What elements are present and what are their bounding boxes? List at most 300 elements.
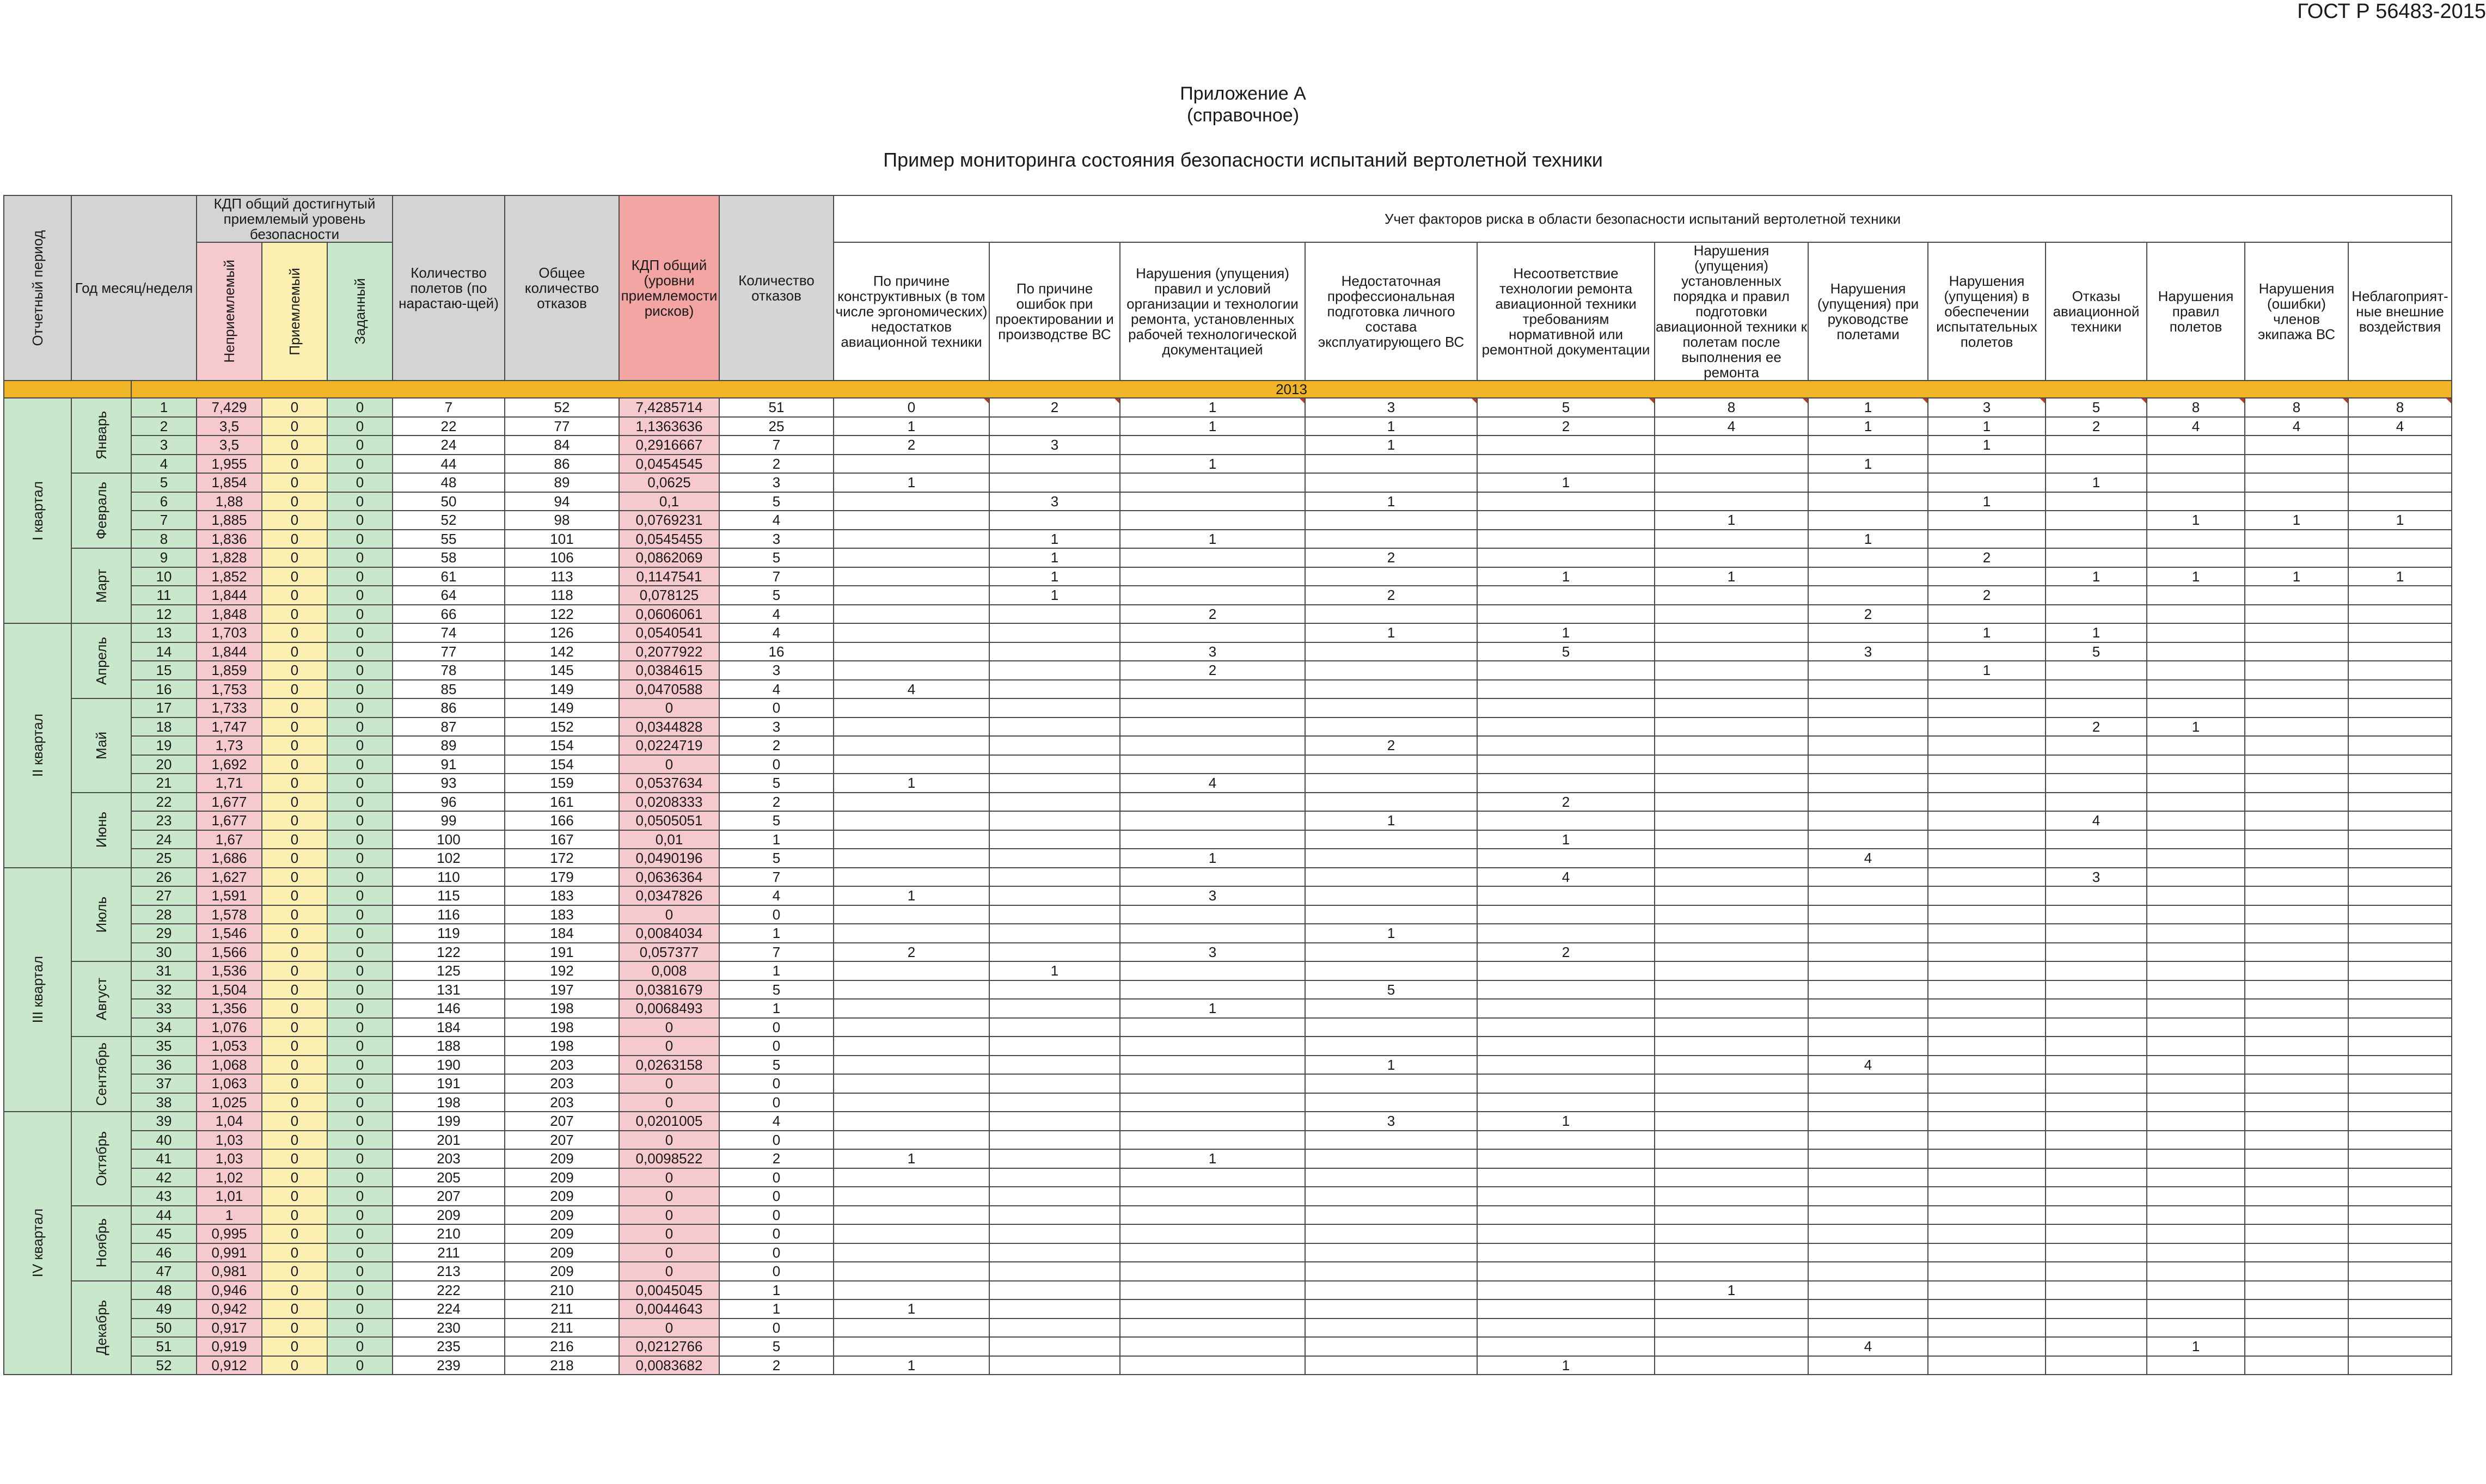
month-label: Февраль (93, 482, 109, 539)
factor-cell (1928, 1074, 2046, 1093)
total-failures-cell: 84 (505, 436, 619, 455)
quarter-cell (4, 623, 71, 868)
header-factor-2: По причине ошибок при проектировании и производстве ВС (989, 242, 1120, 381)
header-factor-12: Неблагоприят-ные внешние воздействия (2348, 242, 2452, 381)
table-row (4, 1243, 2452, 1262)
unacceptable-cell: 1,73 (197, 736, 262, 755)
header-failures: Количество отказов (719, 195, 834, 381)
factor-cell (2046, 698, 2147, 718)
factor-cell (2147, 1299, 2245, 1319)
header-factor-7: Нарушения (упущения) при руководстве полетами (1808, 242, 1928, 381)
factor-cell (1808, 868, 1928, 887)
flights-cell: 110 (393, 868, 505, 887)
factor-cell (2245, 793, 2348, 812)
factor-cell (1808, 811, 1928, 830)
target-cell: 0 (327, 605, 393, 624)
acceptable-cell: 0 (262, 567, 327, 586)
factor-cell (1808, 1262, 1928, 1281)
factor-cell (834, 961, 989, 980)
kdp-risk-cell: 0,0098522 (619, 1149, 719, 1168)
flights-cell: 205 (393, 1168, 505, 1187)
failures-cell: 4 (719, 605, 834, 624)
factor-cell (2348, 680, 2452, 699)
factor-cell (834, 511, 989, 530)
flights-cell: 91 (393, 755, 505, 774)
factor-cell (1808, 736, 1928, 755)
factor-cell (1655, 868, 1808, 887)
factor-cell (1477, 586, 1655, 605)
factor-cell (2147, 1262, 2245, 1281)
month-cell (71, 1112, 131, 1206)
factor-cell (1928, 1299, 2046, 1319)
factor-cell (1928, 830, 2046, 849)
factor-cell (2147, 661, 2245, 680)
factor-cell (1120, 1356, 1305, 1375)
factor-cell (834, 1224, 989, 1243)
factor-cell (2348, 886, 2452, 905)
month-label: Декабрь (93, 1300, 109, 1356)
unacceptable-cell: 1,627 (197, 868, 262, 887)
factor-cell: 1 (989, 961, 1120, 980)
factor-cell (1655, 680, 1808, 699)
kdp-risk-cell: 0,008 (619, 961, 719, 980)
factor-cell (1120, 473, 1305, 492)
factor-cell (2348, 1056, 2452, 1075)
target-cell: 0 (327, 793, 393, 812)
factor-cell (1305, 1187, 1477, 1206)
factor-cell: 2 (1477, 793, 1655, 812)
flights-cell: 7 (393, 398, 505, 417)
factor-cell: 1 (1120, 455, 1305, 474)
factor-cell (2245, 1093, 2348, 1112)
failures-cell: 0 (719, 1319, 834, 1338)
factor-cell (1928, 1319, 2046, 1338)
factor-cell (2147, 1131, 2245, 1150)
flights-cell: 235 (393, 1337, 505, 1356)
factor-cell (989, 1187, 1120, 1206)
factor-cell (2147, 868, 2245, 887)
factor-cell (1928, 718, 2046, 737)
factor-cell (2147, 623, 2245, 642)
factor-cell (2348, 455, 2452, 474)
week-cell: 20 (131, 755, 197, 774)
factor-cell (2245, 736, 2348, 755)
factor-cell (2348, 774, 2452, 793)
factor-cell (1305, 1262, 1477, 1281)
factor-cell (1928, 943, 2046, 962)
unacceptable-cell: 0,981 (197, 1262, 262, 1281)
kdp-risk-cell: 0 (619, 1074, 719, 1093)
failures-cell: 3 (719, 530, 834, 549)
factor-cell (2046, 1037, 2147, 1056)
factor-cell (1808, 1168, 1928, 1187)
week-cell: 31 (131, 961, 197, 980)
kdp-risk-cell: 0,0347826 (619, 886, 719, 905)
factor-cell (1928, 698, 2046, 718)
acceptable-cell: 0 (262, 473, 327, 492)
factor-cell (2147, 436, 2245, 455)
factor-cell (1305, 605, 1477, 624)
factor-cell (2046, 924, 2147, 943)
factor-cell: 4 (2245, 417, 2348, 436)
kdp-risk-cell: 0 (619, 1262, 719, 1281)
month-cell (71, 868, 131, 962)
factor-cell (2147, 1037, 2245, 1056)
kdp-risk-cell: 0,01 (619, 830, 719, 849)
week-cell: 7 (131, 511, 197, 530)
factor-cell (1120, 811, 1305, 830)
factor-cell: 1 (1477, 830, 1655, 849)
factor-cell (834, 924, 989, 943)
failures-cell: 2 (719, 793, 834, 812)
factor-cell: 1 (1477, 567, 1655, 586)
factor-cell (2245, 1206, 2348, 1225)
factor-cell (2245, 1149, 2348, 1168)
flights-cell: 209 (393, 1206, 505, 1225)
factor-cell (1808, 886, 1928, 905)
unacceptable-cell: 0,991 (197, 1243, 262, 1262)
factor-cell (989, 1112, 1120, 1131)
failures-cell: 0 (719, 905, 834, 924)
unacceptable-cell: 1,88 (197, 492, 262, 511)
factor-cell: 1 (1120, 530, 1305, 549)
factor-cell (1120, 680, 1305, 699)
factor-cell (1120, 868, 1305, 887)
week-cell: 3 (131, 436, 197, 455)
factor-cell: 4 (1477, 868, 1655, 887)
factor-cell: 1 (1655, 567, 1808, 586)
unacceptable-cell: 0,942 (197, 1299, 262, 1319)
table-row (4, 755, 2452, 774)
unacceptable-cell: 1,03 (197, 1149, 262, 1168)
factor-cell (989, 1206, 1120, 1225)
factor-cell (989, 943, 1120, 962)
factor-cell (834, 999, 989, 1018)
unacceptable-cell: 1,566 (197, 943, 262, 962)
failures-cell: 1 (719, 961, 834, 980)
factor-cell (1120, 511, 1305, 530)
table-row (4, 511, 2452, 530)
factor-cell (1477, 1131, 1655, 1150)
factor-cell (1305, 698, 1477, 718)
factor-cell (1305, 1243, 1477, 1262)
factor-cell (1928, 680, 2046, 699)
factor-cell: 1 (989, 548, 1120, 567)
acceptable-cell: 0 (262, 586, 327, 605)
week-cell: 19 (131, 736, 197, 755)
table-row (4, 1319, 2452, 1338)
total-failures-cell: 203 (505, 1074, 619, 1093)
unacceptable-cell: 1,67 (197, 830, 262, 849)
factor-cell (1928, 511, 2046, 530)
factor-cell: 1 (1928, 661, 2046, 680)
factor-cell (1305, 849, 1477, 868)
total-failures-cell: 161 (505, 793, 619, 812)
factor-cell (989, 774, 1120, 793)
factor-cell (2046, 1093, 2147, 1112)
factor-cell (2348, 830, 2452, 849)
factor-cell: 4 (2147, 417, 2245, 436)
factor-cell (834, 605, 989, 624)
unacceptable-cell: 3,5 (197, 436, 262, 455)
failures-cell: 1 (719, 1299, 834, 1319)
table-row (4, 436, 2452, 455)
factor-cell (2245, 1262, 2348, 1281)
week-cell: 6 (131, 492, 197, 511)
factor-cell (1808, 1224, 1928, 1243)
factor-cell (989, 886, 1120, 905)
factor-cell (1477, 718, 1655, 737)
factor-cell (1808, 774, 1928, 793)
factor-cell (989, 1337, 1120, 1356)
kdp-risk-cell: 0,0606061 (619, 605, 719, 624)
failures-cell: 0 (719, 1224, 834, 1243)
week-cell: 1 (131, 398, 197, 417)
factor-cell (1655, 530, 1808, 549)
week-cell: 22 (131, 793, 197, 812)
factor-cell (1305, 943, 1477, 962)
factor-cell (834, 1037, 989, 1056)
quarter-label: III квартал (29, 956, 46, 1023)
factor-cell (989, 1149, 1120, 1168)
factor-cell (2245, 1018, 2348, 1037)
factor-cell (1928, 1356, 2046, 1375)
factor-cell (2046, 492, 2147, 511)
acceptable-cell: 0 (262, 1243, 327, 1262)
factor-cell (1928, 1149, 2046, 1168)
unacceptable-cell: 1,71 (197, 774, 262, 793)
header-factor-9: Отказы авиационной техники (2046, 242, 2147, 381)
kdp-risk-cell: 0,0208333 (619, 793, 719, 812)
table-row (4, 398, 2452, 417)
total-failures-cell: 77 (505, 417, 619, 436)
factor-cell (1808, 492, 1928, 511)
factor-cell (1477, 1319, 1655, 1338)
target-cell: 0 (327, 698, 393, 718)
factor-cell (1655, 999, 1808, 1018)
month-label: Март (93, 568, 109, 603)
factor-cell (2348, 473, 2452, 492)
failures-cell: 16 (719, 642, 834, 661)
factor-cell: 1 (989, 586, 1120, 605)
factor-cell: 4 (2046, 811, 2147, 830)
factor-cell (1655, 943, 1808, 962)
factor-cell: 1 (2046, 567, 2147, 586)
kdp-risk-cell: 0,2077922 (619, 642, 719, 661)
quarter-label: IV квартал (29, 1209, 46, 1278)
total-failures-cell: 192 (505, 961, 619, 980)
factor-cell (1928, 1224, 2046, 1243)
factor-cell (1120, 736, 1305, 755)
table-row (4, 1037, 2452, 1056)
factor-cell (1120, 1093, 1305, 1112)
factor-cell (989, 905, 1120, 924)
factor-cell: 2 (834, 436, 989, 455)
table-row (4, 623, 2452, 642)
flights-cell: 131 (393, 980, 505, 999)
month-label: Август (93, 977, 109, 1021)
unacceptable-cell: 1,063 (197, 1074, 262, 1093)
factor-cell: 1 (1477, 473, 1655, 492)
unacceptable-cell: 1,356 (197, 999, 262, 1018)
unacceptable-cell: 1,844 (197, 586, 262, 605)
flights-cell: 86 (393, 698, 505, 718)
kdp-risk-cell: 0 (619, 1093, 719, 1112)
factor-cell: 1 (989, 567, 1120, 586)
factor-cell: 1 (2147, 718, 2245, 737)
factor-cell (1305, 793, 1477, 812)
factor-cell: 5 (2046, 642, 2147, 661)
kdp-risk-cell: 0 (619, 1243, 719, 1262)
factor-cell (834, 1074, 989, 1093)
total-failures-cell: 209 (505, 1262, 619, 1281)
factor-cell (834, 811, 989, 830)
acceptable-cell: 0 (262, 1206, 327, 1225)
week-cell: 17 (131, 698, 197, 718)
factor-cell (2147, 1319, 2245, 1338)
factor-cell: 4 (1808, 1056, 1928, 1075)
acceptable-cell: 0 (262, 548, 327, 567)
total-failures-cell: 142 (505, 642, 619, 661)
unacceptable-cell: 1,025 (197, 1093, 262, 1112)
factor-cell: 1 (834, 1149, 989, 1168)
total-failures-cell: 210 (505, 1281, 619, 1300)
week-cell: 45 (131, 1224, 197, 1243)
target-cell: 0 (327, 417, 393, 436)
factor-cell (1655, 924, 1808, 943)
factor-cell (1305, 1224, 1477, 1243)
factor-cell: 1 (1120, 999, 1305, 1018)
header-factor-8: Нарушения (упущения) в обеспечении испытательных полетов (1928, 242, 2046, 381)
week-cell: 38 (131, 1093, 197, 1112)
factor-cell (1305, 1299, 1477, 1319)
kdp-risk-cell: 0,0625 (619, 473, 719, 492)
month-cell (71, 1281, 131, 1375)
week-cell: 41 (131, 1149, 197, 1168)
total-failures-cell: 211 (505, 1319, 619, 1338)
week-cell: 44 (131, 1206, 197, 1225)
factor-cell (1477, 980, 1655, 999)
factor-cell (2245, 642, 2348, 661)
factor-cell (2046, 1074, 2147, 1093)
failures-cell: 5 (719, 586, 834, 605)
total-failures-cell: 183 (505, 886, 619, 905)
factor-cell (1120, 1281, 1305, 1300)
factor-cell (1928, 1093, 2046, 1112)
factor-cell (2147, 455, 2245, 474)
factor-cell (2147, 530, 2245, 549)
total-failures-cell: 113 (505, 567, 619, 586)
factor-cell (2046, 1131, 2147, 1150)
flights-cell: 52 (393, 511, 505, 530)
failures-cell: 4 (719, 886, 834, 905)
header-factor-5: Несоответствие технологии ремонта авиационной техники требованиям нормативной или ремонтной документации (1477, 242, 1655, 381)
month-label: Июнь (93, 812, 109, 848)
factor-cell (2348, 1093, 2452, 1112)
factor-cell: 1 (1120, 398, 1305, 417)
month-label: Май (93, 731, 109, 759)
kdp-risk-cell: 0 (619, 1037, 719, 1056)
flights-cell: 24 (393, 436, 505, 455)
factor-cell (1120, 1131, 1305, 1150)
factor-cell (1305, 680, 1477, 699)
factor-cell (2245, 1224, 2348, 1243)
unacceptable-cell: 3,5 (197, 417, 262, 436)
unacceptable-cell: 1,692 (197, 755, 262, 774)
factor-cell (989, 1356, 1120, 1375)
factor-cell (989, 999, 1120, 1018)
acceptable-cell: 0 (262, 811, 327, 830)
factor-cell: 1 (1655, 1281, 1808, 1300)
factor-cell: 1 (834, 473, 989, 492)
factor-cell (2147, 924, 2245, 943)
week-cell: 29 (131, 924, 197, 943)
factor-cell (834, 1337, 989, 1356)
week-cell: 14 (131, 642, 197, 661)
factor-cell: 2 (1928, 548, 2046, 567)
factor-cell: 4 (1808, 1337, 1928, 1356)
failures-cell: 25 (719, 417, 834, 436)
factor-cell (2245, 868, 2348, 887)
factor-cell (1655, 961, 1808, 980)
factor-cell (1928, 1056, 2046, 1075)
factor-cell: 3 (1928, 398, 2046, 417)
flights-cell: 222 (393, 1281, 505, 1300)
factor-cell: 3 (1120, 642, 1305, 661)
factor-cell (834, 1018, 989, 1037)
factor-cell: 3 (1120, 943, 1305, 962)
factor-cell (2147, 793, 2245, 812)
factor-cell (2147, 849, 2245, 868)
factor-cell (2147, 1112, 2245, 1131)
unacceptable-cell: 0,912 (197, 1356, 262, 1375)
kdp-risk-cell: 0 (619, 698, 719, 718)
target-cell: 0 (327, 1168, 393, 1187)
factor-cell (2147, 473, 2245, 492)
document-code: ГОСТ Р 56483-2015 (2297, 0, 2486, 23)
table-row (4, 1262, 2452, 1281)
factor-cell (1120, 436, 1305, 455)
factor-cell (2245, 849, 2348, 868)
kdp-risk-cell: 0,0224719 (619, 736, 719, 755)
factor-cell (1120, 623, 1305, 642)
total-failures-cell: 94 (505, 492, 619, 511)
total-failures-cell: 179 (505, 868, 619, 887)
factor-cell: 3 (989, 436, 1120, 455)
week-cell: 8 (131, 530, 197, 549)
target-cell: 0 (327, 980, 393, 999)
factor-cell (1808, 1281, 1928, 1300)
acceptable-cell: 0 (262, 1356, 327, 1375)
factor-cell: 3 (1120, 886, 1305, 905)
total-failures-cell: 203 (505, 1093, 619, 1112)
total-failures-cell: 218 (505, 1356, 619, 1375)
total-failures-cell: 197 (505, 980, 619, 999)
factor-cell (2147, 1093, 2245, 1112)
failures-cell: 1 (719, 830, 834, 849)
factor-cell (2245, 924, 2348, 943)
target-cell: 0 (327, 1224, 393, 1243)
factor-cell (2147, 680, 2245, 699)
factor-cell (1477, 1037, 1655, 1056)
acceptable-cell: 0 (262, 398, 327, 417)
total-failures-cell: 209 (505, 1243, 619, 1262)
unacceptable-cell: 1,04 (197, 1112, 262, 1131)
failures-cell: 0 (719, 1074, 834, 1093)
factor-cell (1655, 1093, 1808, 1112)
factor-cell (1120, 1299, 1305, 1319)
week-cell: 4 (131, 455, 197, 474)
